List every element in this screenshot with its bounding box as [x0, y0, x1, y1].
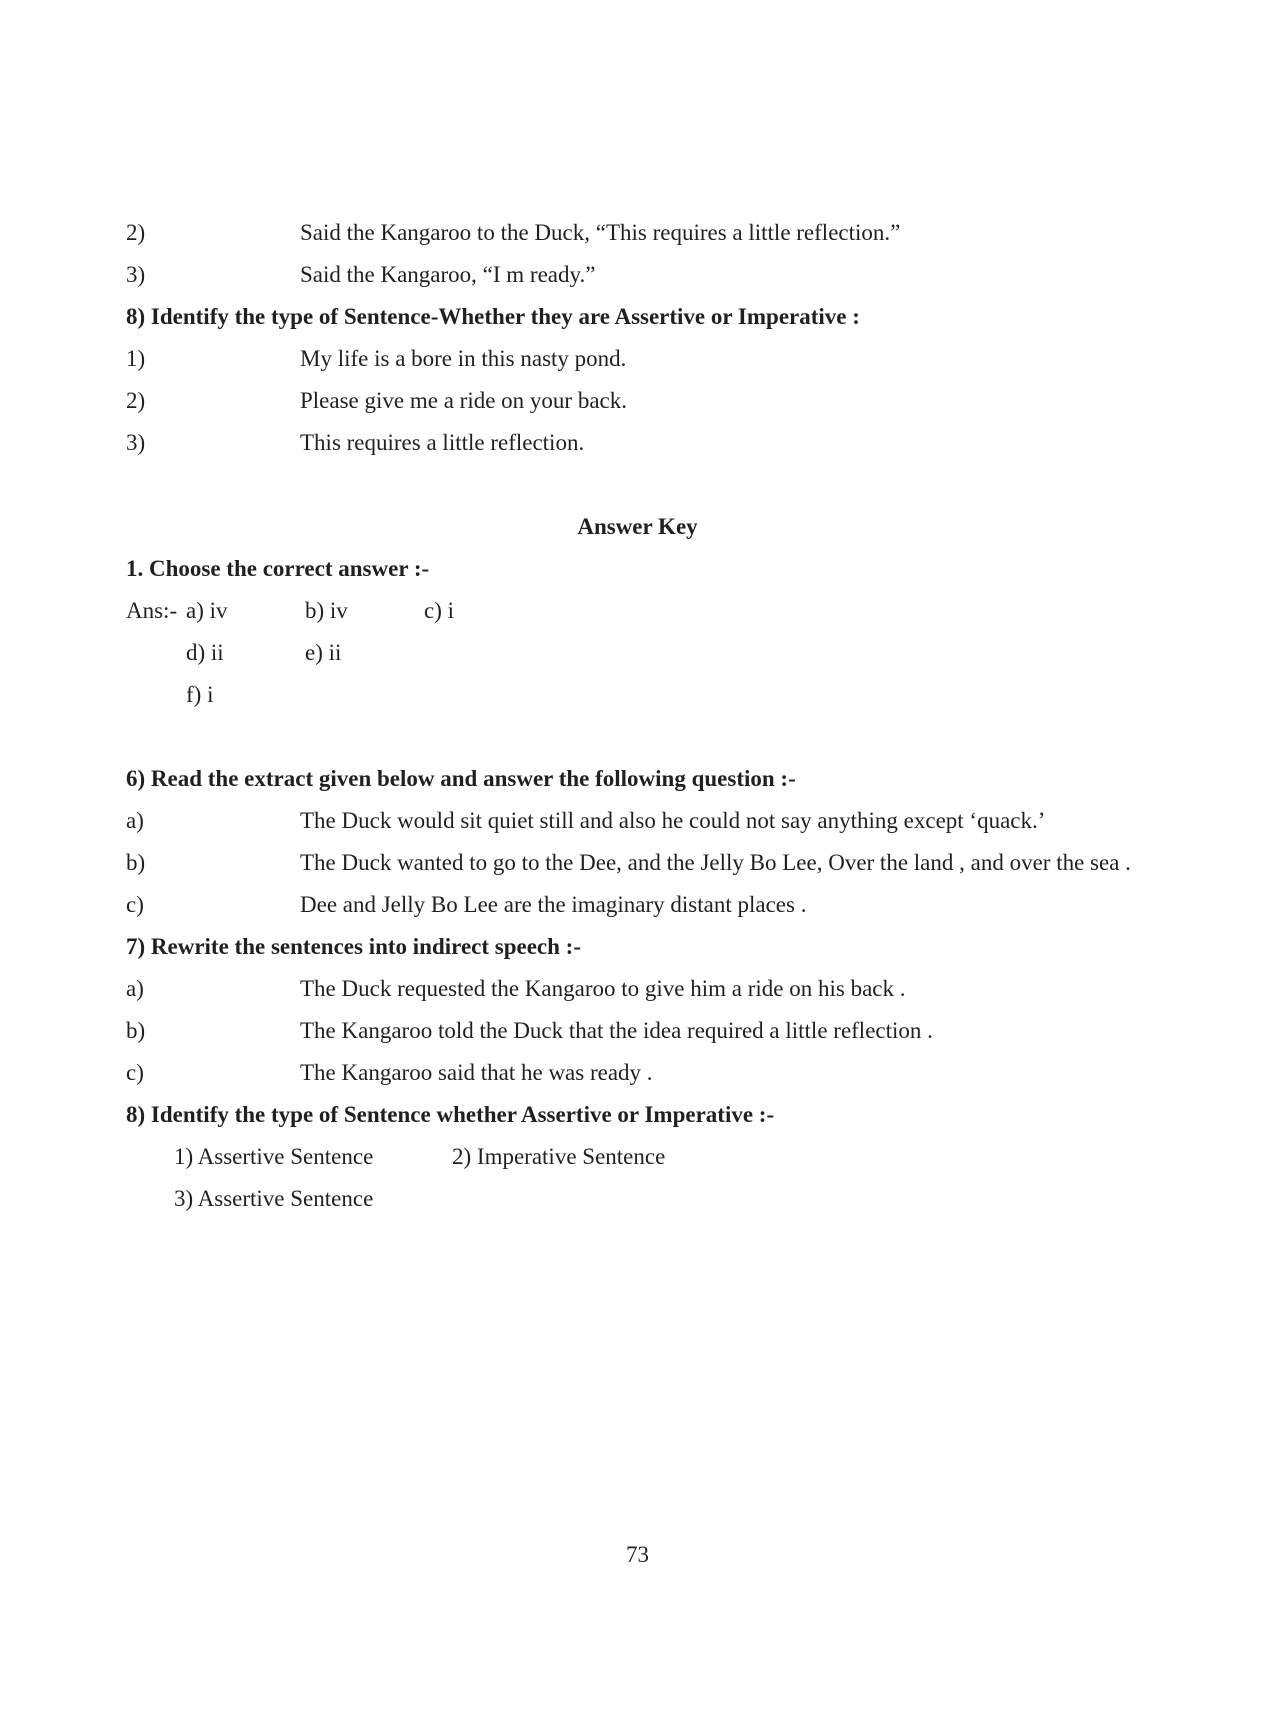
item-number: 1)	[126, 346, 146, 371]
answer-f: f) i	[186, 682, 214, 707]
item-number: 2)	[126, 388, 146, 413]
answer-8-one: 1) Assertive Sentence	[174, 1144, 374, 1169]
item-number: 3)	[126, 430, 146, 455]
item-text: Said the Kangaroo, “I m ready.”	[300, 262, 596, 287]
item-number: b)	[126, 1018, 146, 1043]
answer-6-heading: 6) Read the extract given below and answer the following question :-	[126, 766, 796, 791]
answer-a: a) iv	[186, 598, 228, 623]
list-item	[126, 1016, 933, 1046]
answer-8-two: 2) Imperative Sentence	[452, 1144, 666, 1169]
answer-e: e) ii	[305, 640, 342, 665]
question-8-heading: 8) Identify the type of Sentence-Whether they are Assertive or Imperative :	[126, 304, 860, 329]
item-text: Dee and Jelly Bo Lee are the imaginary distant places .	[300, 892, 807, 917]
list-item	[126, 848, 1131, 878]
answer-7-heading: 7) Rewrite the sentences into indirect speech :-	[126, 934, 581, 959]
item-text: The Duck would sit quiet still and also he could not say anything except ‘quack.’	[300, 808, 1046, 833]
answer-key-title: Answer Key	[577, 514, 698, 539]
answer-d: d) ii	[186, 640, 224, 665]
list-item	[126, 806, 1046, 836]
item-text: My life is a bore in this nasty pond.	[300, 346, 627, 371]
list-item	[126, 386, 627, 416]
page-number: 73	[626, 1542, 649, 1567]
item-text: The Kangaroo said that he was ready .	[300, 1060, 653, 1085]
item-number: c)	[126, 1060, 144, 1085]
answer-c: c) i	[424, 598, 455, 623]
answer-1-heading: 1. Choose the correct answer :-	[126, 556, 430, 581]
list-item	[126, 890, 807, 920]
item-number: a)	[126, 808, 144, 833]
item-text: The Duck requested the Kangaroo to give him a ride on his back .	[300, 976, 906, 1001]
answer-b: b) iv	[305, 598, 348, 623]
item-number: c)	[126, 892, 144, 917]
list-item	[126, 428, 585, 458]
item-text: Please give me a ride on your back.	[300, 388, 627, 413]
list-item	[126, 974, 906, 1004]
item-text: The Duck wanted to go to the Dee, and the Jelly Bo Lee, Over the land , and over the sea .	[300, 850, 1131, 875]
item-text: Said the Kangaroo to the Duck, “This requires a little reflection.”	[300, 220, 901, 245]
item-text: The Kangaroo told the Duck that the idea required a little reflection .	[300, 1018, 933, 1043]
list-item	[126, 218, 901, 248]
list-item	[126, 260, 596, 290]
item-number: 2)	[126, 220, 146, 245]
list-item	[126, 1058, 653, 1088]
item-number: b)	[126, 850, 146, 875]
item-text: This requires a little reflection.	[300, 430, 585, 455]
answer-8-heading: 8) Identify the type of Sentence whether Assertive or Imperative :-	[126, 1102, 775, 1127]
item-number: 3)	[126, 262, 146, 287]
answer-8-three: 3) Assertive Sentence	[174, 1186, 374, 1211]
answer-prefix: Ans:-	[126, 598, 178, 623]
list-item	[126, 344, 627, 374]
item-number: a)	[126, 976, 144, 1001]
